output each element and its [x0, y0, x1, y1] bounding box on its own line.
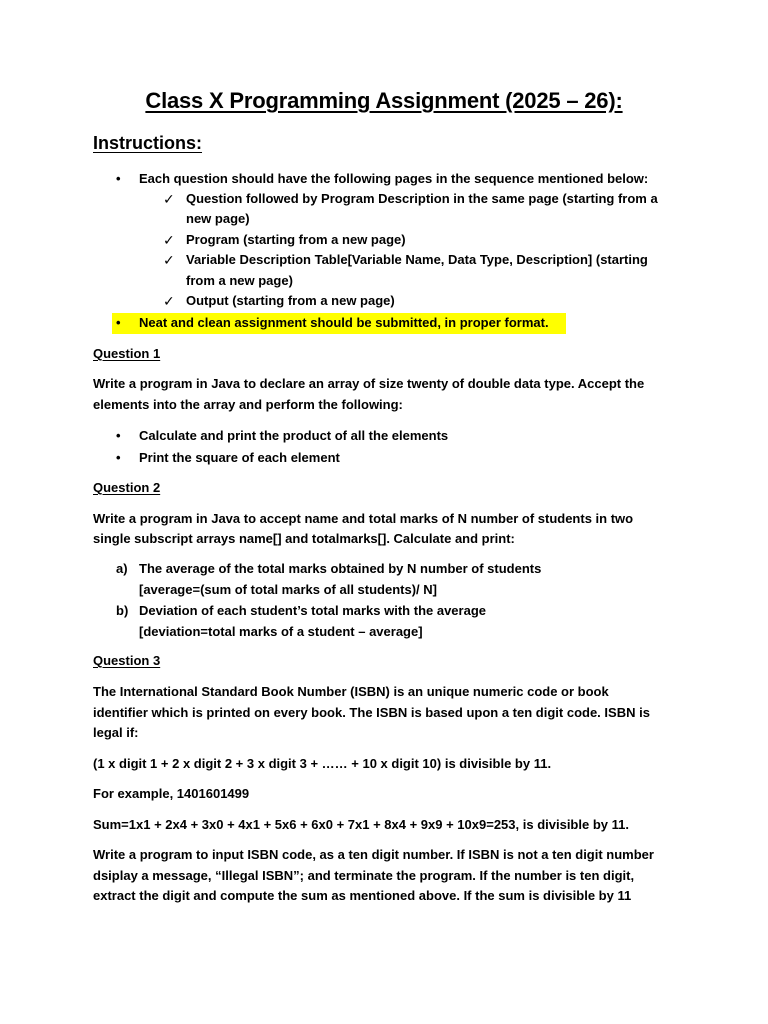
question-3-heading: Question 3	[93, 653, 161, 668]
isbn-formula: (1 x digit 1 + 2 x digit 2 + 3 x digit 3 + …… + 10 x digit 10) is divisible by 11.	[93, 756, 552, 771]
question-3-text: legal if:	[93, 725, 139, 740]
check-item-text: new page)	[186, 211, 250, 226]
question-3-text: identifier which is printed on every book. The ISBN is based upon a ten digit code. ISBN is	[93, 705, 650, 720]
isbn-sum: Sum=1x1 + 2x4 + 3x0 + 4x1 + 5x6 + 6x0 + 7x1 + 8x4 + 9x9 + 10x9=253, is divisible by 11.	[93, 817, 629, 832]
check-item-text: Question followed by Program Description in the same page (starting from a	[186, 191, 658, 206]
question-2-text: Write a program in Java to accept name and total marks of N number of students in two	[93, 511, 634, 526]
checkmark-icon: ✓	[163, 252, 175, 268]
instruction-text-highlighted: Neat and clean assignment should be submitted, in proper format.	[139, 315, 549, 330]
question-2-item: The average of the total marks obtained by N number of students	[139, 561, 542, 576]
question-2-item: [average=(sum of total marks of all students)/ N]	[139, 582, 437, 597]
question-1-heading: Question 1	[93, 346, 161, 361]
bullet-icon: •	[116, 450, 121, 465]
question-3-text: The International Standard Book Number (ISBN) is an unique numeric code or book	[93, 684, 609, 699]
instructions-heading: Instructions:	[93, 133, 203, 153]
checkmark-icon: ✓	[163, 232, 175, 248]
checkmark-icon: ✓	[163, 293, 175, 309]
document-title: Class X Programming Assignment (2025 – 26):	[145, 88, 623, 113]
question-2-item: Deviation of each student’s total marks with the average	[139, 603, 487, 618]
question-1-bullet: Print the square of each element	[139, 450, 340, 465]
question-2-text: single subscript arrays name[] and totalmarks[]. Calculate and print:	[93, 531, 515, 546]
check-item-text: from a new page)	[186, 273, 293, 288]
instruction-text: Each question should have the following pages in the sequence mentioned below:	[139, 171, 649, 186]
bullet-icon: •	[116, 428, 121, 443]
question-1-text: Write a program in Java to declare an array of size twenty of double data type. Accept the	[93, 376, 645, 391]
question-1-bullet: Calculate and print the product of all the elements	[139, 428, 449, 443]
check-item-text: Program (starting from a new page)	[186, 232, 406, 247]
check-item-text: Variable Description Table[Variable Name, Data Type, Description] (starting	[186, 252, 648, 267]
check-item-text: Output (starting from a new page)	[186, 293, 395, 308]
question-3-text: dsiplay a message, “Illegal ISBN”; and terminate the program. If the number is ten digit,	[93, 868, 635, 883]
question-2-heading: Question 2	[93, 480, 161, 495]
question-3-text: extract the digit and compute the sum as mentioned above. If the sum is divisible by 11	[93, 888, 632, 903]
bullet-icon: •	[116, 171, 121, 186]
question-1-text: elements into the array and perform the following:	[93, 397, 403, 412]
bullet-icon: •	[116, 315, 121, 330]
checkmark-icon: ✓	[163, 191, 175, 207]
question-3-text: Write a program to input ISBN code, as a ten digit number. If ISBN is not a ten digit number	[93, 847, 654, 862]
list-marker: a)	[116, 561, 128, 576]
question-2-item: [deviation=total marks of a student – average]	[139, 624, 423, 639]
isbn-example: For example, 1401601499	[93, 786, 250, 801]
list-marker: b)	[116, 603, 129, 618]
